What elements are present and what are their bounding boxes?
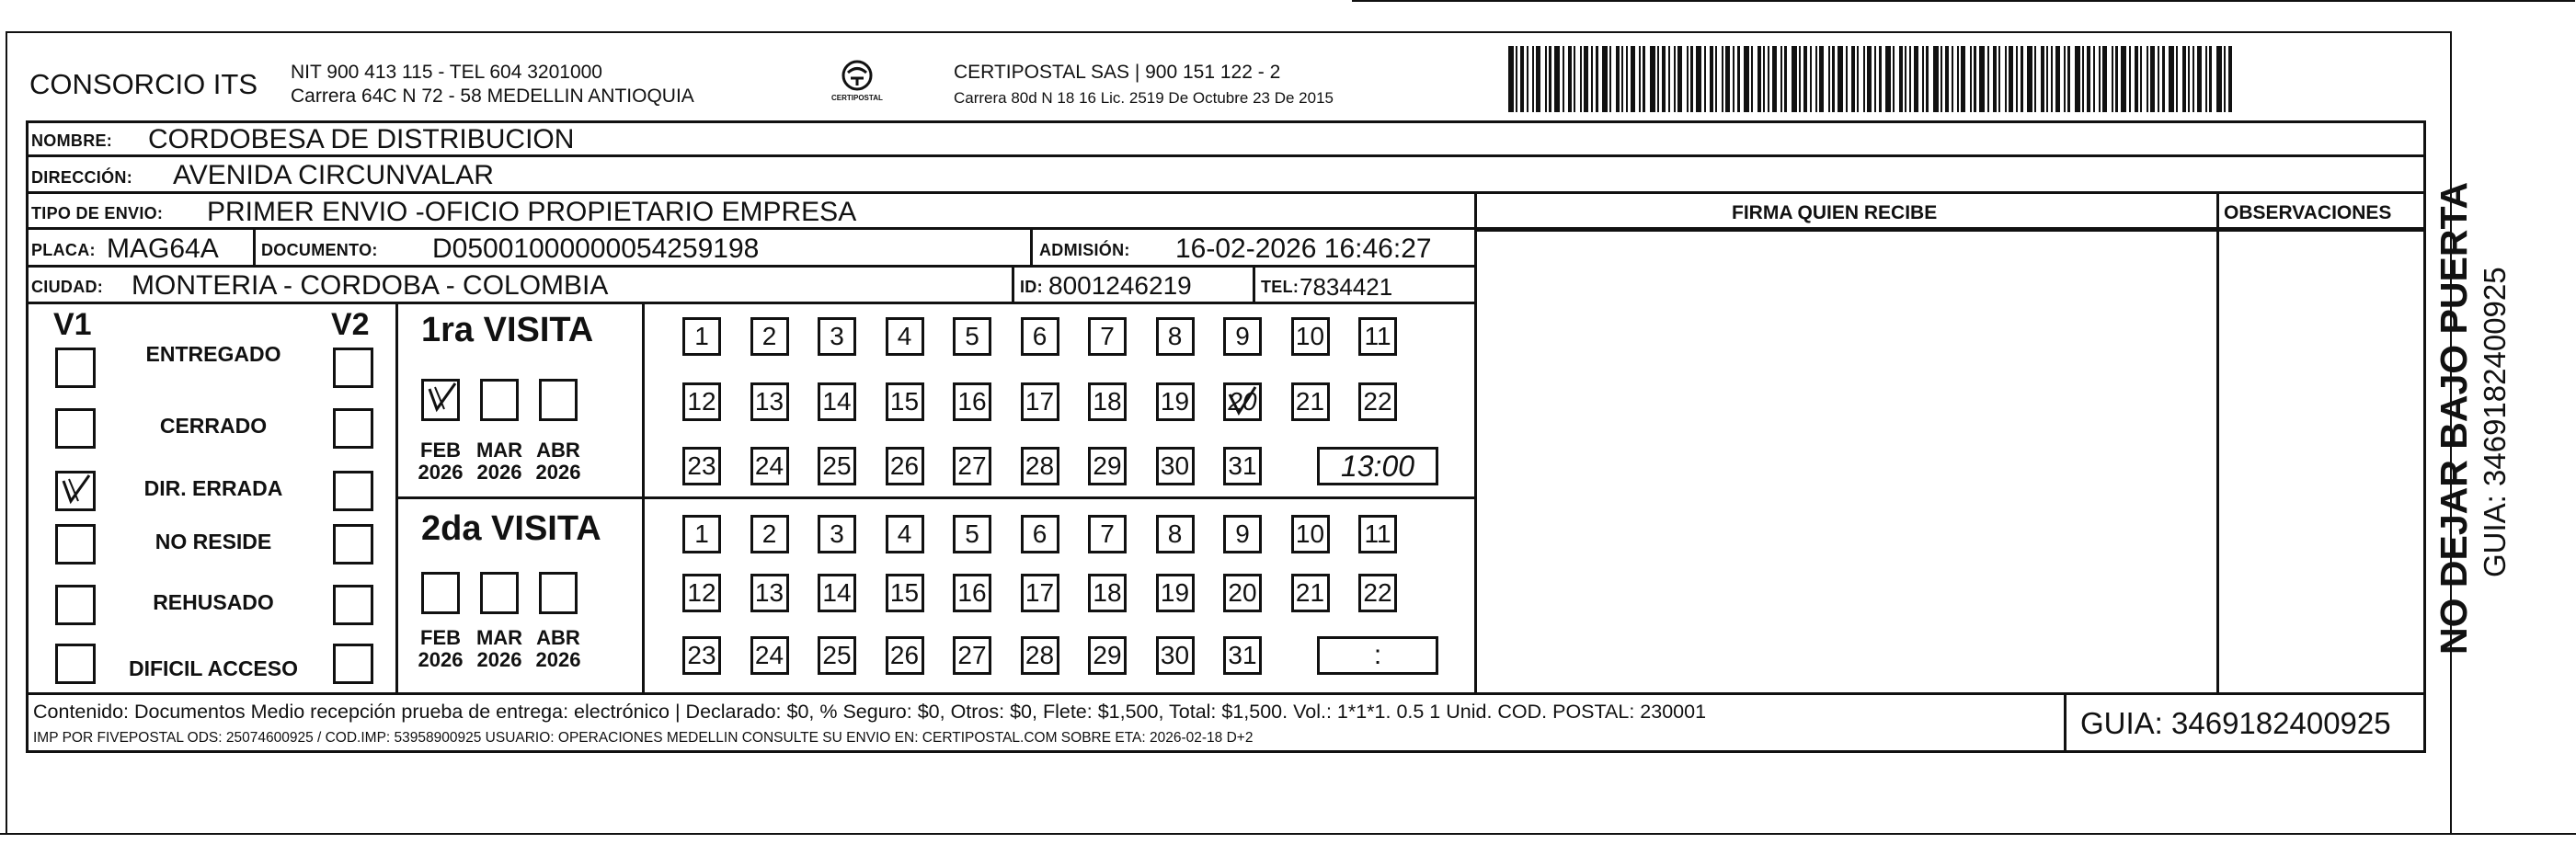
day-box[interactable]: 25	[818, 447, 856, 485]
barcode-bar	[1715, 46, 1717, 112]
day-box[interactable]: 10	[1291, 317, 1330, 356]
day-box[interactable]: 14	[818, 382, 856, 421]
barcode-bar	[1545, 46, 1547, 112]
v2-checkbox[interactable]	[333, 348, 373, 388]
barcode-bar	[1815, 46, 1817, 112]
barcode-bar	[2205, 46, 2207, 112]
barcode-bar	[1674, 46, 1676, 112]
day-box[interactable]: 22	[1358, 382, 1397, 421]
day-box[interactable]: 16	[953, 574, 991, 612]
barcode-bar	[2140, 46, 2142, 112]
barcode-bar	[1857, 46, 1859, 112]
barcode-bar	[1952, 46, 1953, 112]
v2-checkbox[interactable]	[333, 408, 373, 449]
day-box[interactable]: 17	[1021, 574, 1059, 612]
month-label	[471, 439, 528, 484]
month-year: 2026	[476, 648, 522, 672]
barcode-bar	[1690, 46, 1693, 112]
tipo-value: PRIMER ENVIO -OFICIO PROPIETARIO EMPRESA	[207, 197, 857, 227]
table-right-edge	[2423, 120, 2426, 753]
month-label	[530, 439, 587, 484]
barcode-bar	[1838, 46, 1843, 112]
month-checkbox[interactable]	[539, 379, 578, 421]
barcode-bar	[2162, 46, 2165, 112]
sender-nit-tel: NIT 900 413 115 - TEL 604 3201000	[291, 62, 602, 83]
barcode-bar	[1828, 46, 1830, 112]
day-box[interactable]: 17	[1021, 382, 1059, 421]
observaciones-header: OBSERVACIONES	[2224, 202, 2392, 223]
barcode-bar	[2093, 46, 2095, 112]
barcode-bar	[2182, 46, 2186, 112]
day-box[interactable]: 21	[1291, 382, 1330, 421]
month-checkbox[interactable]	[480, 572, 519, 614]
sender-address: Carrera 64C N 72 - 58 MEDELLIN ANTIOQUIA	[291, 86, 694, 107]
barcode-bar	[1998, 46, 2000, 112]
barcode-bar	[2021, 46, 2023, 112]
barcode-bar	[1643, 46, 1645, 112]
day-box[interactable]: 10	[1291, 515, 1330, 553]
day-box[interactable]: 2	[750, 317, 789, 356]
footer-contenido: Contenido: Documentos Medio recepción prueba de entrega: electrónico | Declarado: $0, % Seguro: $0, Otros: $0, Flete: $1,500, Total: $1,500. Vol.: 1*1*1. 0.5 1 Unid. COD. POSTAL: 230001	[33, 701, 1707, 723]
v2-label: V2	[331, 307, 370, 342]
admision-value: 16-02-2026 16:46:27	[1175, 234, 1432, 264]
barcode-bar	[2064, 46, 2066, 112]
barcode-bar	[1687, 46, 1689, 112]
day-box[interactable]: 2	[750, 515, 789, 553]
barcode-bar	[1974, 46, 1976, 112]
month-year: 2026	[418, 648, 464, 672]
barcode-bar	[1879, 46, 1882, 112]
rule-placa	[26, 265, 1477, 268]
day-box[interactable]: 3	[818, 515, 856, 553]
time-box[interactable]: :	[1317, 636, 1438, 675]
barcode-bar	[2005, 46, 2007, 112]
barcode-bar	[1527, 46, 1528, 112]
barcode-bar	[1737, 46, 1740, 112]
rule-header	[26, 120, 2426, 123]
day-box[interactable]: 31	[1223, 636, 1262, 675]
day-box[interactable]: 1	[682, 317, 721, 356]
barcode-bar	[1945, 46, 1949, 112]
barcode-bar	[2121, 46, 2126, 112]
day-box[interactable]: 7	[1088, 515, 1127, 553]
barcode-bar	[1639, 46, 1641, 112]
barcode-bar	[1987, 46, 1989, 112]
barcode-bar	[1905, 46, 1906, 112]
barcode-bar	[1626, 46, 1628, 112]
day-box[interactable]: 6	[1021, 317, 1059, 356]
barcode-bar	[1650, 46, 1655, 112]
month-name: ABR	[536, 626, 580, 649]
certipostal-logo	[830, 57, 885, 107]
month-name: FEB	[420, 439, 461, 462]
barcode-bar	[2016, 46, 2018, 112]
barcode-bar	[2034, 46, 2036, 112]
barcode-bar	[1957, 46, 1959, 112]
day-box[interactable]: 5	[953, 317, 991, 356]
day-box[interactable]: 18	[1088, 382, 1127, 421]
day-box[interactable]: 23	[682, 447, 721, 485]
carrier-license: Carrera 80d N 18 16 Lic. 2519 De Octubre 23 De 2015	[954, 89, 1334, 107]
barcode-bar	[1772, 46, 1777, 112]
day-number: 20	[1228, 387, 1257, 416]
day-box[interactable]: 31	[1223, 447, 1262, 485]
barcode-bar	[1933, 46, 1939, 112]
day-box[interactable]: 14	[818, 574, 856, 612]
status-label: CERRADO	[159, 414, 268, 438]
barcode-bar	[2147, 46, 2148, 112]
day-box[interactable]: 21	[1291, 574, 1330, 612]
side-guia: GUIA: 3469182400925	[2478, 267, 2512, 577]
visits-middle-rule	[395, 496, 1477, 499]
placa-label: PLACA:	[31, 241, 96, 259]
firma-header: FIRMA QUIEN RECIBE	[1732, 202, 1938, 223]
admision-divider	[1030, 230, 1033, 265]
barcode-bar	[2188, 46, 2190, 112]
day-box[interactable]: 12	[682, 382, 721, 421]
barcode-bar	[2115, 46, 2118, 112]
barcode-bar	[1832, 46, 1835, 112]
barcode-bar	[1784, 46, 1787, 112]
day-box[interactable]: 11	[1358, 515, 1397, 553]
barcode-bar	[1722, 46, 1723, 112]
table-left-edge	[26, 120, 29, 753]
barcode-bar	[2158, 46, 2159, 112]
barcode-bar	[2087, 46, 2090, 112]
month-checkbox[interactable]	[421, 379, 460, 421]
barcode-bar	[2197, 46, 2202, 112]
barcode-bar	[2192, 46, 2194, 112]
barcode-bar	[1874, 46, 1876, 112]
barcode-bar	[2075, 46, 2080, 112]
certipostal-logo-text: CERTIPOSTAL	[831, 94, 883, 102]
barcode-bar	[1677, 46, 1682, 112]
barcode-bar	[1733, 46, 1735, 112]
barcode-bar	[1751, 46, 1753, 112]
day-box[interactable]: 27	[953, 447, 991, 485]
barcode-bar	[1768, 46, 1769, 112]
barcode-bar	[2216, 46, 2222, 112]
id-divider	[1012, 268, 1014, 302]
day-box[interactable]: 23	[682, 636, 721, 675]
barcode-bar	[1810, 46, 1812, 112]
day-box[interactable]: 19	[1156, 574, 1195, 612]
day-box[interactable]: 30	[1156, 636, 1195, 675]
barcode-bar	[1799, 46, 1801, 112]
admision-label: ADMISIÓN:	[1039, 241, 1130, 259]
v1-label: V1	[53, 307, 92, 342]
day-box[interactable]: 13	[750, 574, 789, 612]
status-label: NO RESIDE	[155, 530, 272, 553]
barcode-bar	[1520, 46, 1524, 112]
day-box[interactable]: 19	[1156, 382, 1195, 421]
barcode-bar	[1668, 46, 1670, 112]
side-warning: NO DEJAR BAJO PUERTA	[2433, 181, 2475, 655]
barcode-bar	[1696, 46, 1701, 112]
barcode-bar	[1536, 46, 1540, 112]
footer-guia-divider	[2064, 695, 2067, 752]
id-label: ID:	[1020, 278, 1043, 296]
day-box[interactable]: 13	[750, 382, 789, 421]
v2-checkbox[interactable]	[333, 471, 373, 511]
barcode-bar	[1819, 46, 1824, 112]
barcode-bar	[1621, 46, 1623, 112]
firma-header-rule	[1474, 229, 2426, 232]
day-box[interactable]: 1	[682, 515, 721, 553]
barcode-bar	[1516, 46, 1517, 112]
day-box[interactable]: 8	[1156, 515, 1195, 553]
placa-value: MAG64A	[107, 234, 219, 264]
barcode-bar	[1710, 46, 1713, 112]
status-label: ENTREGADO	[145, 342, 281, 366]
day-box[interactable]: 15	[886, 382, 924, 421]
month-year: 2026	[418, 461, 464, 485]
day-box[interactable]: 24	[750, 447, 789, 485]
day-box[interactable]: 20	[1223, 574, 1262, 612]
nombre-label: NOMBRE:	[31, 131, 113, 150]
barcode-bar	[1580, 46, 1582, 112]
barcode-bar	[1616, 46, 1620, 112]
barcode-bar	[1846, 46, 1848, 112]
bottom-scan-line	[0, 833, 2576, 835]
barcode-bar	[1863, 46, 1865, 112]
carrier-name-nit: CERTIPOSTAL SAS | 900 151 122 - 2	[954, 62, 1281, 83]
day-box[interactable]: 4	[886, 515, 924, 553]
tel-label: TEL:	[1261, 278, 1299, 296]
first-visit-title: 1ra VISITA	[421, 311, 594, 349]
id-value: 8001246219	[1048, 271, 1192, 300]
day-box[interactable]: 9	[1223, 515, 1262, 553]
status-label: DIFICIL ACCESO	[128, 656, 298, 680]
barcode-bar	[1508, 46, 1514, 112]
placa-divider	[253, 230, 256, 265]
month-checkbox[interactable]	[539, 572, 578, 614]
day-box[interactable]: 9	[1223, 317, 1262, 356]
barcode-bar	[2009, 46, 2013, 112]
status-label: REHUSADO	[153, 590, 274, 614]
day-box[interactable]: 30	[1156, 447, 1195, 485]
month-checkbox[interactable]	[480, 379, 519, 421]
barcode-bar	[2209, 46, 2212, 112]
barcode-bar	[1922, 46, 1924, 112]
day-box[interactable]: 27	[953, 636, 991, 675]
rule-nombre	[26, 154, 2426, 157]
barcode-bar	[1899, 46, 1903, 112]
day-box[interactable]: 26	[886, 636, 924, 675]
day-box[interactable]	[1223, 382, 1262, 421]
barcode-bar	[2228, 46, 2232, 112]
barcode-bar	[1763, 46, 1765, 112]
rule-direccion	[26, 191, 2426, 194]
barcode-bar	[1591, 46, 1593, 112]
second-visit-title: 2da VISITA	[421, 509, 601, 548]
barcode-bar	[2082, 46, 2084, 112]
barcode-bar	[1584, 46, 1588, 112]
time-box[interactable]: 13:00	[1317, 447, 1438, 485]
barcode-bar	[2150, 46, 2155, 112]
documento-label: DOCUMENTO:	[261, 241, 378, 259]
v2-checkbox[interactable]	[333, 644, 373, 684]
barcode-bar	[1885, 46, 1891, 112]
barcode-bar	[1568, 46, 1572, 112]
top-scan-line	[1352, 0, 2575, 2]
barcode-bar	[2169, 46, 2174, 112]
barcode-bar	[2099, 46, 2101, 112]
barcode-bar	[1780, 46, 1782, 112]
day-box[interactable]: 26	[886, 447, 924, 485]
sender-name: CONSORCIO ITS	[29, 68, 258, 100]
month-year: 2026	[535, 648, 581, 672]
day-box[interactable]: 28	[1021, 636, 1059, 675]
barcode-bar	[2224, 46, 2226, 112]
month-checkbox[interactable]	[421, 572, 460, 614]
direccion-label: DIRECCIÓN:	[31, 168, 132, 187]
barcode-bar	[2176, 46, 2178, 112]
direccion-value: AVENIDA CIRCUNVALAR	[173, 160, 494, 190]
barcode-bar	[1662, 46, 1666, 112]
day-box[interactable]: 18	[1088, 574, 1127, 612]
barcode-bar	[1867, 46, 1872, 112]
month-label	[412, 627, 469, 671]
tel-divider	[1253, 268, 1255, 302]
barcode-bar	[1554, 46, 1560, 112]
barcode-bar	[2051, 46, 2053, 112]
barcode-bar	[1914, 46, 1918, 112]
barcode-bar	[1792, 46, 1797, 112]
day-box[interactable]: 12	[682, 574, 721, 612]
barcode-bar	[1970, 46, 1972, 112]
day-box[interactable]: 15	[886, 574, 924, 612]
month-name: MAR	[475, 626, 523, 649]
barcode-bar	[2067, 46, 2070, 112]
barcode-bar	[1725, 46, 1730, 112]
barcode-bar	[2102, 46, 2107, 112]
footer-imp: IMP POR FIVEPOSTAL ODS: 25074600925 / COD.IMP: 53958900925 USUARIO: OPERACIONES MEDELLIN CONSULTE SU ENVIO EN: CERTIPOSTAL.COM SOBRE ETA: 2026-02-18 D+2	[33, 730, 1254, 746]
day-box[interactable]: 28	[1021, 447, 1059, 485]
barcode-bar	[1574, 46, 1575, 112]
day-box[interactable]: 29	[1088, 447, 1127, 485]
barcode-bar	[1532, 46, 1534, 112]
observaciones-column-divider	[2216, 191, 2219, 695]
day-box[interactable]: 5	[953, 515, 991, 553]
day-box[interactable]: 25	[818, 636, 856, 675]
ciudad-label: CIUDAD:	[31, 278, 104, 296]
tel-value: 7834421	[1299, 273, 1393, 301]
barcode-bar	[1941, 46, 1942, 112]
day-box[interactable]: 7	[1088, 317, 1127, 356]
month-label	[530, 627, 587, 671]
month-name: ABR	[536, 439, 580, 462]
barcode-bar	[2027, 46, 2032, 112]
barcode-bar	[1657, 46, 1659, 112]
month-name: FEB	[420, 626, 461, 649]
day-box[interactable]: 24	[750, 636, 789, 675]
footer-guia: GUIA: 3469182400925	[2080, 706, 2391, 740]
barcode-bar	[1602, 46, 1608, 112]
barcode-bar	[1926, 46, 1929, 112]
barcode-bar	[1757, 46, 1761, 112]
barcode-bar	[1563, 46, 1564, 112]
day-box[interactable]: 6	[1021, 515, 1059, 553]
month-year: 2026	[476, 461, 522, 485]
barcode-bar	[1851, 46, 1855, 112]
v2-checkbox[interactable]	[333, 585, 373, 625]
barcode-bar	[2055, 46, 2060, 112]
day-box[interactable]: 11	[1358, 317, 1397, 356]
v2-checkbox[interactable]	[333, 524, 373, 565]
barcode-bar	[2112, 46, 2113, 112]
barcode-bar	[1893, 46, 1895, 112]
barcode-bar	[1631, 46, 1635, 112]
barcode-bar	[1549, 46, 1551, 112]
day-box[interactable]: 4	[886, 317, 924, 356]
day-box[interactable]: 8	[1156, 317, 1195, 356]
firma-column-divider	[1474, 191, 1477, 695]
barcode-bar	[1704, 46, 1706, 112]
rule-ciudad	[26, 302, 1477, 304]
barcode-bar	[2135, 46, 2138, 112]
month-year: 2026	[535, 461, 581, 485]
documento-value: D05001000000054259198	[432, 234, 760, 264]
barcode-bar	[1803, 46, 1807, 112]
tipo-label: TIPO DE ENVIO:	[31, 204, 164, 222]
barcode-bar	[2046, 46, 2048, 112]
month-name: MAR	[475, 439, 523, 462]
barcode-bar	[1909, 46, 1911, 112]
ciudad-value: MONTERIA - CORDOBA - COLOMBIA	[132, 270, 609, 301]
day-box[interactable]: 29	[1088, 636, 1127, 675]
barcode-bar	[2129, 46, 2131, 112]
day-box[interactable]: 16	[953, 382, 991, 421]
month-label	[412, 439, 469, 484]
day-box[interactable]: 3	[818, 317, 856, 356]
barcode-image	[1508, 46, 2244, 112]
nombre-value: CORDOBESA DE DISTRIBUCION	[148, 124, 575, 154]
month-label	[471, 627, 528, 671]
barcode-bar	[1596, 46, 1598, 112]
day-box[interactable]: 22	[1358, 574, 1397, 612]
barcode-bar	[1609, 46, 1611, 112]
barcode-bar	[1979, 46, 1985, 112]
barcode-bar	[1744, 46, 1749, 112]
status-label: DIR. ERRADA	[143, 476, 283, 500]
barcode-bar	[2041, 46, 2044, 112]
barcode-bar	[1993, 46, 1997, 112]
barcode-bar	[1961, 46, 1965, 112]
